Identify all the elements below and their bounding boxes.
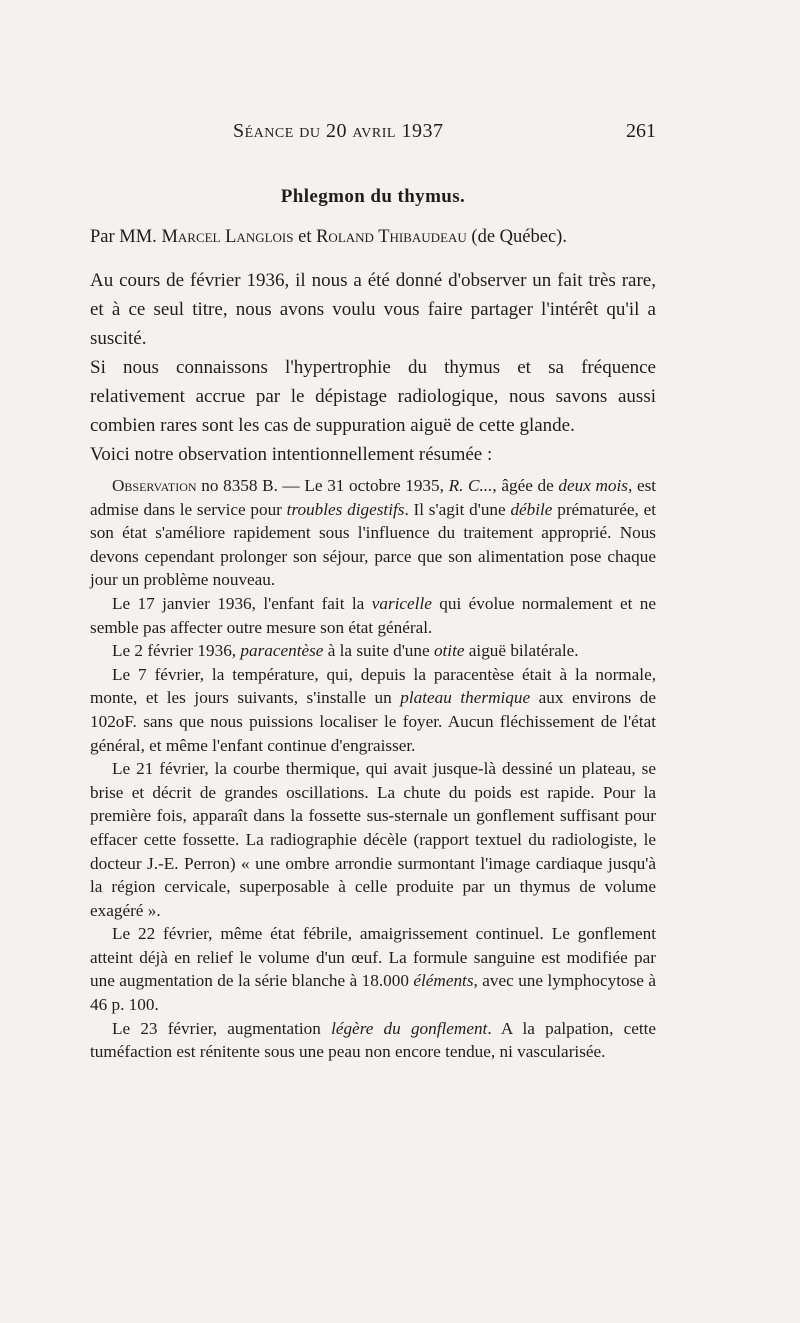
intro-paragraph-1: Au cours de février 1936, il nous a été donné d'observer un fait très rare, et à ce seul titre, nous avons voulu vous faire partager l'intérêt qu'il a suscité. — [90, 270, 656, 349]
obs-text: Le 22 février, même état fébrile, amaigrissement continuel. Le gonflement atteint déjà en relief le volume d'un œuf. La formule sanguine est modifiée par une augmentation de la série blanche à 18.000 — [90, 924, 656, 991]
obs-text: , âgée de — [492, 476, 554, 495]
obs-text: Le 2 février 1936, — [112, 641, 237, 661]
observation-paragraph-5: Le 21 février, la courbe thermique, qui avait jusque-là dessiné un plateau, se brise et décrit de grandes oscillations. La chute du poids est rapide. Pour la première fois, apparaît dans la fossette sus-sternale un gonflement suffisant pour effacer cette fossette. La radiographie décèle (rapport textuel du radiologiste, le docteur J.-E. Perron) « une ombre arrondie surmontant l'image cardiaque jusqu'à la région cervicale, superposable à celle produite par un thymus de volume exagéré ». — [90, 759, 656, 920]
obs-text: aux environs de 102oF. sans que nous puissions localiser le foyer. Aucun fléchissement de l'état général, et même l'enfant continue d'engraisser. — [90, 688, 656, 755]
authors-line — [90, 227, 656, 248]
obs-text: . A la palpation, cette tuméfaction est rénitente sous une peau non encore tendue, ni vascularisée. — [90, 1018, 657, 1062]
obs-text: Le 17 janvier 1936, l'enfant fait la — [112, 593, 365, 613]
obs-paracentese: paracentèse — [240, 641, 324, 661]
obs-otite: otite — [433, 641, 465, 661]
page-number: 261 — [626, 120, 656, 142]
obs-legere: légère du gonflement — [331, 1018, 488, 1038]
obs-text: prématurée, et son état s'améliore rapidement sous l'influence du traitement approprié. Nous devons cependant prolonger son séjour, parce que son alimentation pose chaque jour un problème nouveau. — [90, 499, 656, 590]
observation-paragraph-7 — [90, 1017, 656, 1064]
observation-paragraph-1 — [90, 474, 656, 592]
obs-text: aiguë bilatérale. — [468, 641, 579, 661]
obs-text: Le 7 février, la température, qui, depuis la paracentèse était à la normale, monte, et les jours suivants, s'installe un — [90, 664, 656, 708]
obs-text: Le 23 février, augmentation — [112, 1018, 321, 1038]
author-2: Roland Thibaudeau — [316, 227, 467, 247]
authors-affiliation: (de Québec). — [471, 227, 567, 247]
obs-text: qui évolue normalement et ne semble pas affecter outre mesure son état général. — [90, 593, 657, 637]
running-header — [90, 120, 656, 150]
obs-elements: éléments — [413, 971, 474, 991]
observation-paragraph-6 — [90, 922, 656, 1016]
obs-age: deux mois — [558, 476, 628, 495]
obs-debile: débile — [510, 499, 553, 519]
intro-text — [90, 266, 656, 469]
author-1: Marcel Langlois — [161, 227, 294, 247]
obs-text: à la suite d'une — [327, 641, 430, 661]
intro-paragraph-2: Si nous connaissons l'hypertrophie du thymus et sa fréquence relativement accrue par le dépistage radiologique, nous savons aussi combien rares sont les cas de suppuration aiguë de cette glande. — [90, 357, 656, 436]
observation-label: Observation — [112, 476, 197, 495]
obs-plateau: plateau thermique — [400, 688, 531, 708]
obs-reason: troubles digestifs — [286, 499, 405, 519]
obs-text: no 8358 B. — Le 31 octobre 1935, — [201, 476, 444, 495]
observation-text — [90, 474, 656, 1064]
observation-paragraph-4 — [90, 663, 656, 757]
authors-prefix: Par MM. — [90, 227, 157, 247]
obs-varicelle: varicelle — [371, 593, 432, 613]
article-title: Phlegmon du thymus. — [280, 186, 466, 207]
observation-paragraph-3 — [90, 639, 656, 663]
authors-conj: et — [298, 227, 312, 247]
intro-paragraph-3: Voici notre observation intentionnellement résumée : — [90, 444, 493, 465]
obs-text: , est admise dans le service pour — [90, 476, 657, 519]
obs-text: . Il s'agit d'une — [404, 499, 506, 519]
obs-patient: R. C... — [448, 476, 493, 495]
observation-paragraph-2 — [90, 592, 656, 639]
running-head: Séance du 20 avril 1937 — [233, 120, 444, 142]
obs-text: , avec une lymphocytose à 46 p. 100. — [90, 971, 656, 1015]
